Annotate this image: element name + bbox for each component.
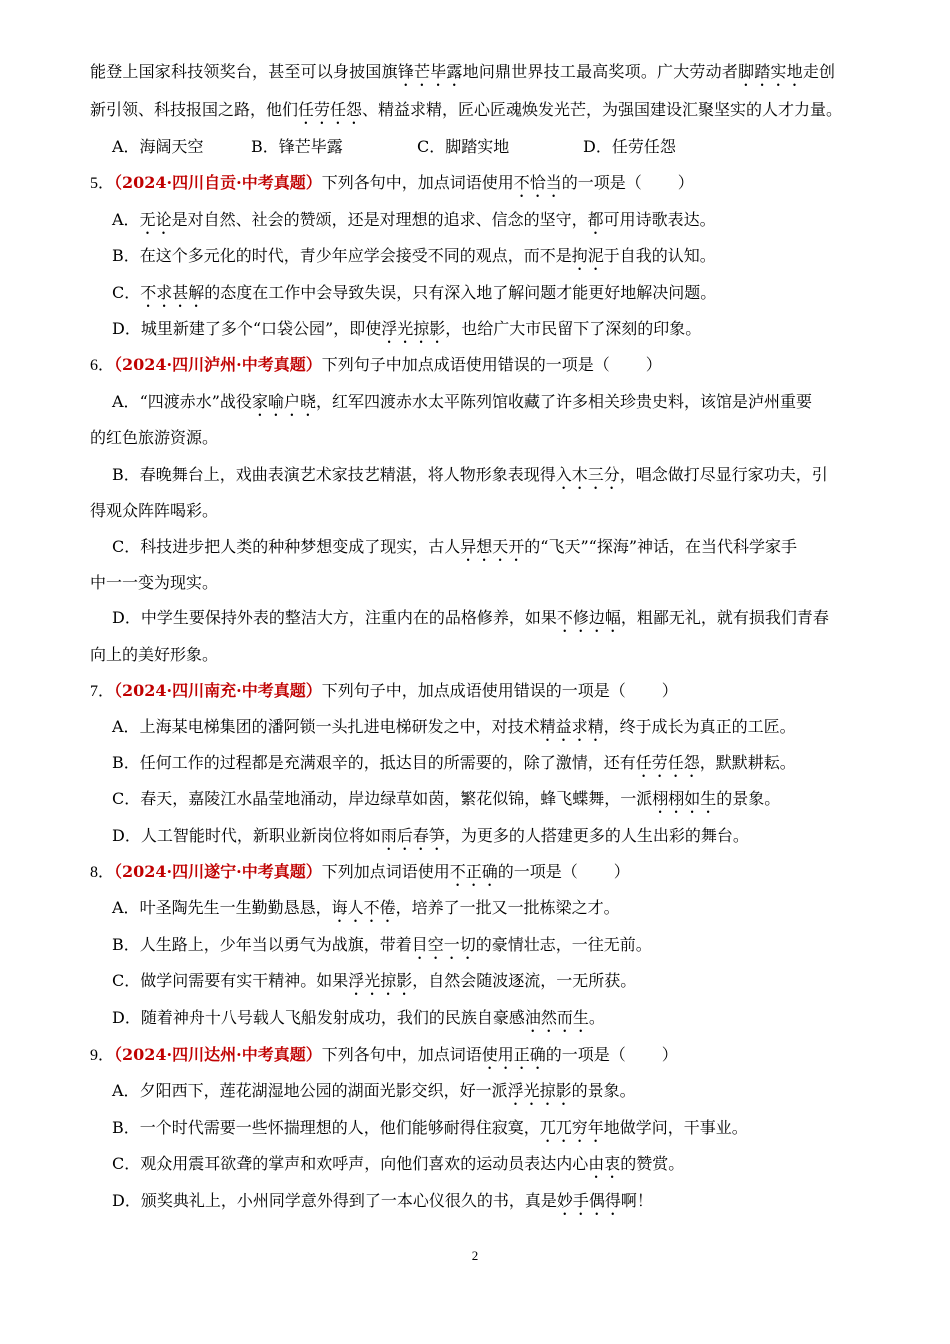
option-label: D．: [112, 1008, 141, 1027]
option-label: A．: [112, 717, 140, 736]
dotted-term: 油然而生: [524, 1008, 589, 1027]
question-stem: 下列句子中，加点成语使用错误的一项是（: [321, 681, 626, 700]
option-text: 人生路上，少年当以勇气为战旗，带着: [139, 935, 412, 954]
option-line[interactable]: [112, 210, 716, 238]
option-text: 中学生要保持外表的整洁大方，注重内在的品格修养，如果: [140, 608, 557, 627]
text: 、精益求精，匠心匠魂焕发光芒，为强国建设汇聚坚实的人才力量。: [362, 100, 843, 119]
option-text: 观众用震耳欲聋的掌声和欢呼声，向他们喜欢的运动员表达内心: [140, 1154, 589, 1173]
option-line[interactable]: [112, 465, 828, 493]
dotted-term: 锋芒毕露: [397, 62, 463, 81]
option-text: 得观众阵阵喝彩。: [90, 501, 219, 520]
question-source: （2024·四川达州·中考真题）: [114, 1045, 322, 1064]
option-text: 的景象。: [716, 789, 781, 808]
question-stem: 下列句子中加点成语使用错误的一项是（: [321, 355, 610, 374]
dotted-term: 异想天开: [460, 537, 525, 556]
option-line[interactable]: [112, 537, 797, 565]
option-line[interactable]: [112, 1118, 748, 1146]
option-text: 做学问需要有实干精神。如果: [140, 971, 349, 990]
dotted-term: 不正确: [449, 862, 498, 881]
question-header: [90, 681, 678, 709]
option-label: B．: [112, 753, 140, 772]
question-stem: 的一项是（: [561, 173, 642, 192]
option-line[interactable]: [112, 283, 716, 311]
option-text: 向上的美好形象。: [90, 645, 219, 664]
option-text: 人工智能时代，新职业新岗位将如: [140, 826, 381, 845]
option-text: 一个时代需要一些怀揣理想的人，他们能够耐得住寂寞，: [139, 1118, 540, 1137]
option-text: ，默默耕耘。: [699, 753, 796, 772]
option-label: A．: [112, 392, 140, 411]
option-text: 颁奖典礼上，小州同学意外得到了一本心仪很久的书，真是: [140, 1191, 557, 1210]
question-header: [90, 862, 630, 890]
text: 新引领、科技报国之路，他们: [90, 100, 299, 119]
dotted-term: 浮光掠影: [507, 1081, 572, 1100]
option-text: 春天，嘉陵江水晶莹地涌动，岸边绿草如茵，繁花似锦，蜂飞蝶舞，一派: [140, 789, 653, 808]
option-text: 于自我的认知。: [603, 246, 716, 265]
option-text: ，为更多的人搭建更多的人生出彩的舞台。: [444, 826, 749, 845]
option-line[interactable]: [112, 898, 620, 926]
option-label: A．: [112, 1081, 140, 1100]
option-text: “四渡赤水”战役: [139, 392, 252, 411]
question-number: 6．: [90, 357, 115, 374]
option-text: 上海某电梯集团的潘阿锁一头扎进电梯研发之中，对技术: [139, 717, 540, 736]
question-stem: 下列加点词语使用: [321, 862, 450, 881]
option-line[interactable]: [112, 608, 829, 636]
option-text: 的赞赏。: [620, 1154, 685, 1173]
dotted-term: 浮光掠影: [381, 319, 446, 338]
question-stem: ）: [613, 862, 630, 881]
option-text: 在这个多元化的时代，青少年应学会接受不同的观点，而不是: [139, 246, 572, 265]
dotted-term: 由衷: [588, 1154, 621, 1173]
option-text: ，唱念做打尽显行家功夫，引: [619, 465, 828, 484]
option-a[interactable]: A．海阔天空: [112, 137, 204, 156]
intro-options: [112, 137, 722, 157]
option-text: 科技进步把人类的种种梦想变成了现实，古人: [140, 537, 461, 556]
option-label: D．: [112, 608, 141, 627]
option-label: A．: [112, 898, 140, 917]
text: 走创: [802, 62, 836, 81]
option-label: B．: [112, 465, 140, 484]
question-stem: 下列各句中，加点词语: [321, 1045, 482, 1064]
dotted-term: 兀兀穷年: [539, 1118, 604, 1137]
option-text: 中一一变为现实。: [90, 573, 219, 592]
option-label: C．: [112, 971, 141, 990]
question-source: （2024·四川遂宁·中考真题）: [114, 862, 322, 881]
option-text: 的红色旅游资源。: [90, 428, 219, 447]
question-source: （2024·四川南充·中考真题）: [114, 681, 322, 700]
question-source: （2024·四川自贡·中考真题）: [114, 173, 322, 192]
intro-line-1: [90, 62, 835, 90]
dotted-term: 脚踏实地: [738, 62, 803, 81]
dotted-term: 拘泥: [571, 246, 604, 265]
option-text: 叶圣陶先生一生勤勤恳恳，: [139, 898, 332, 917]
option-line[interactable]: [112, 1081, 636, 1109]
option-continuation: [90, 501, 218, 521]
option-line[interactable]: [112, 319, 701, 347]
option-text: 随着神舟十八号载人飞船发射成功，我们的民族自豪感: [140, 1008, 525, 1027]
option-label: B．: [112, 935, 140, 954]
option-text: 的态度在工作中会导致失误，只有深入地了解问题才能更好地解决问题。: [204, 283, 717, 302]
dotted-term: 家喻户晓: [251, 392, 316, 411]
option-line[interactable]: [112, 1154, 684, 1182]
option-text: 夕阳西下，莲花湖湿地公园的湖面光影交织，好一派: [139, 1081, 508, 1100]
dotted-term: 都: [587, 210, 604, 229]
option-line[interactable]: [112, 935, 652, 963]
option-label: D．: [112, 1191, 141, 1210]
text: 地问鼎世界技工最高奖项。广大劳动者: [462, 62, 739, 81]
option-text: 的景象。: [571, 1081, 636, 1100]
option-text: 的“飞天”“探海”神话，在当代科学家手: [524, 537, 798, 556]
question-number: 5．: [90, 175, 115, 192]
option-label: B．: [112, 1118, 140, 1137]
option-b[interactable]: B．锋芒毕露: [251, 137, 343, 156]
option-line[interactable]: [112, 392, 812, 420]
dotted-term: 任劳任怨: [635, 753, 700, 772]
option-d[interactable]: D．任劳任怨: [583, 137, 676, 156]
dotted-term: 妙手偶得: [556, 1191, 621, 1210]
option-text: 的豪情壮志，一往无前。: [475, 935, 652, 954]
text: 能登上国家科技领奖台，甚至可以身披国旗: [90, 62, 398, 81]
dotted-term: 不求甚解: [140, 283, 205, 302]
option-line[interactable]: [112, 717, 796, 745]
question-header: [90, 173, 694, 201]
option-text: ，终于成长为真正的工匠。: [603, 717, 796, 736]
page-number: 2: [471, 1248, 479, 1263]
option-text: ，红军四渡赤水太平陈列馆收藏了许多相关珍贵史料，该馆是泸州重要: [315, 392, 812, 411]
option-label: C．: [112, 283, 141, 302]
option-line[interactable]: [112, 1008, 605, 1036]
question-stem: ）: [661, 681, 678, 700]
option-text: 是对自然、社会的赞颂，还是对理想的追求、信念的坚守，: [171, 210, 588, 229]
dotted-term: 使用正确: [481, 1045, 546, 1064]
option-text: 城里新建了多个“口袋公园”，即使: [140, 319, 382, 338]
option-label: D．: [112, 319, 141, 338]
option-label: D．: [112, 826, 141, 845]
option-continuation: [90, 573, 218, 593]
question-header: [90, 355, 662, 383]
option-text: ，也给广大市民留下了深刻的印象。: [445, 319, 702, 338]
dotted-term: 雨后春笋: [380, 826, 445, 845]
option-text: 。: [588, 1008, 605, 1027]
dotted-term: 精益求精: [539, 717, 604, 736]
dotted-term: 任劳任怨: [298, 100, 363, 119]
option-text: 春晚舞台上，戏曲表演艺术家技艺精湛，将人物形象表现得: [139, 465, 556, 484]
option-text: 任何工作的过程都是充满艰辛的，抵达目的所需要的，除了激情，还有: [139, 753, 636, 772]
option-label: B．: [112, 246, 140, 265]
option-line[interactable]: [112, 789, 780, 817]
dotted-term: 浮光掠影: [348, 971, 413, 990]
dotted-term: 不修边幅: [556, 608, 621, 627]
option-line[interactable]: [112, 826, 749, 854]
option-c[interactable]: C．脚踏实地: [417, 137, 510, 156]
option-continuation: [90, 645, 218, 665]
option-line[interactable]: [112, 971, 636, 999]
intro-line-2: [90, 100, 842, 128]
option-line[interactable]: [112, 753, 796, 781]
question-number: 7．: [90, 683, 115, 700]
question-stem: 的一项是（: [545, 1045, 626, 1064]
option-text: ，粗鄙无礼，就有损我们青春: [620, 608, 829, 627]
dotted-term: 入木三分: [555, 465, 620, 484]
option-line[interactable]: [112, 246, 716, 274]
dotted-term: 栩栩如生: [652, 789, 717, 808]
dotted-term: 目空一切: [411, 935, 476, 954]
option-label: C．: [112, 1154, 141, 1173]
question-number: 8．: [90, 864, 115, 881]
question-stem: ）: [661, 1045, 678, 1064]
dotted-term: 诲人不倦: [331, 898, 396, 917]
option-label: C．: [112, 789, 141, 808]
option-text: 可用诗歌表达。: [603, 210, 716, 229]
question-header: [90, 1045, 678, 1073]
option-continuation: [90, 428, 218, 448]
option-line[interactable]: [112, 1191, 653, 1219]
question-source: （2024·四川泸州·中考真题）: [114, 355, 322, 374]
question-stem: ）: [645, 355, 662, 374]
option-text: 啊！: [620, 1191, 653, 1210]
question-stem: ）: [677, 173, 694, 192]
question-stem: 的一项是（: [497, 862, 578, 881]
option-label: A．: [112, 210, 140, 229]
dotted-term: 不恰当: [513, 173, 562, 192]
question-number: 9．: [90, 1047, 115, 1064]
option-label: C．: [112, 537, 141, 556]
option-text: ，培养了一批又一批栋梁之才。: [395, 898, 620, 917]
dotted-term: 无论: [139, 210, 172, 229]
option-text: ，自然会随波逐流，一无所获。: [412, 971, 637, 990]
question-stem: 下列各句中，加点词语使用: [321, 173, 514, 192]
option-text: 地做学问，干事业。: [603, 1118, 748, 1137]
